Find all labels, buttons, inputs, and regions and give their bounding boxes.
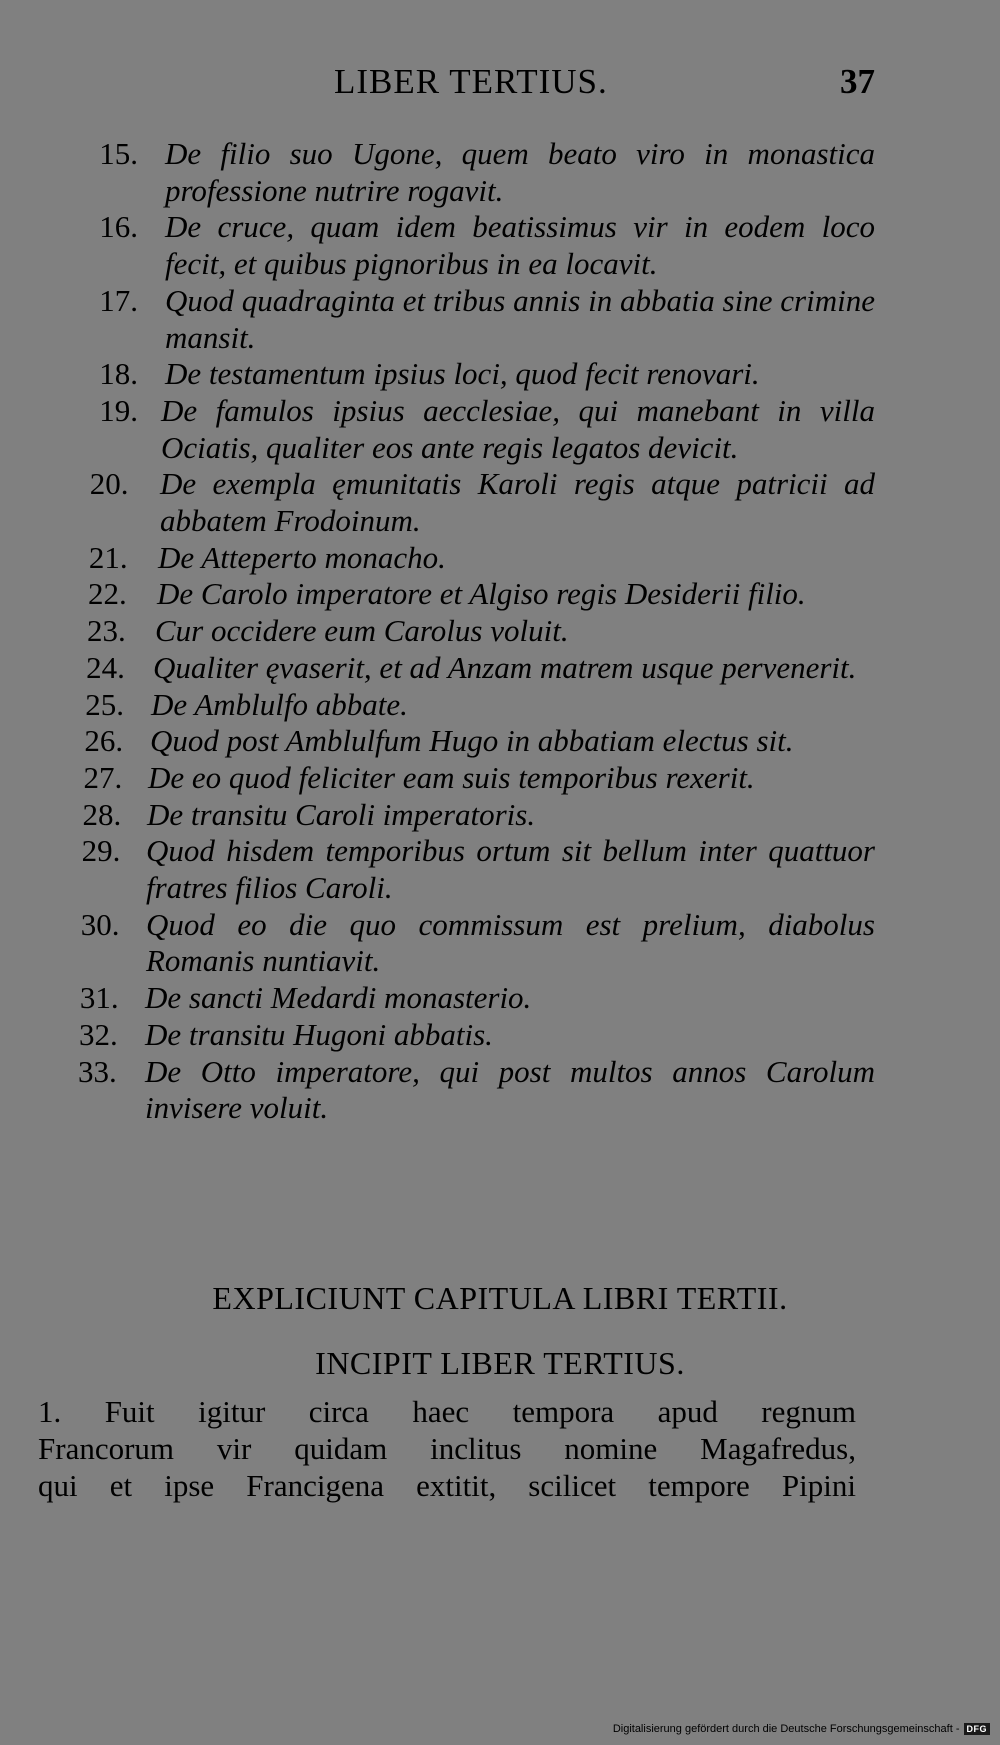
chapter-item <box>0 576 1000 613</box>
chapter-item <box>0 833 1000 906</box>
chapter-item <box>0 687 1000 724</box>
chapter-text: De exempla ęmunitatis Karoli regis atque patricii ad abbatem Frodoinum. <box>160 466 875 539</box>
chapter-item <box>0 1054 1000 1127</box>
page-number: 37 <box>840 62 875 101</box>
dfg-logo: DFG <box>964 1723 991 1735</box>
body-line: qui et ipse Francigena extitit, scilicet tempore Pipini <box>38 1468 856 1503</box>
body-line: Francorum vir quidam inclitus nomine Magafredus, <box>38 1431 856 1466</box>
chapter-item <box>0 540 1000 577</box>
chapter-text: De cruce, quam idem beatissimus vir in eodem loco fecit, et quibus pignoribus in ea locavit. <box>165 209 875 282</box>
chapter-item <box>0 650 1000 687</box>
chapter-number: 29. <box>81 833 121 869</box>
chapter-number: 27. <box>83 759 123 795</box>
chapter-item <box>0 613 1000 650</box>
running-title: LIBER TERTIUS. <box>334 62 608 101</box>
credit-text: Digitalisierung gefördert durch die Deutsche Forschungsgemeinschaft - <box>612 1723 960 1735</box>
chapter-item <box>0 980 1000 1017</box>
chapter-number: 18. <box>99 356 138 392</box>
chapter-text: Qualiter ęvaserit, et ad Anzam matrem usque pervenerit. <box>153 649 857 685</box>
chapter-number: 21. <box>88 539 128 575</box>
chapter-number: 19. <box>99 392 138 428</box>
chapter-list <box>0 136 1000 1127</box>
chapter-item <box>0 466 1000 539</box>
chapter-text: De sancti Medardi monasterio. <box>145 980 532 1016</box>
chapter-item <box>0 283 1000 356</box>
body-line: 1. Fuit igitur circa haec tempora apud regnum <box>38 1394 856 1429</box>
chapter-text: Quod quadraginta et tribus annis in abbatia sine crimine mansit. <box>165 282 875 355</box>
chapter-number: 15. <box>99 136 138 171</box>
chapter-number: 33. <box>78 1053 117 1089</box>
chapter-number: 24. <box>86 649 125 685</box>
chapter-item <box>0 723 1000 760</box>
chapter-item <box>0 209 1000 282</box>
chapter-text: Cur occidere eum Carolus voluit. <box>155 613 569 649</box>
chapter-number: 25. <box>85 686 124 722</box>
chapter-text: De Otto imperatore, qui post multos annos Carolum invisere voluit. <box>145 1053 875 1126</box>
chapter-text: Quod post Amblulfum Hugo in abbatiam electus sit. <box>150 723 794 759</box>
chapter-text: Quod eo die quo commissum est prelium, diabolus Romanis nuntiavit. <box>146 906 875 979</box>
chapter-text: Quod hisdem temporibus ortum sit bellum inter quattuor fratres filios Caroli. <box>146 833 875 906</box>
chapter-item <box>0 1017 1000 1054</box>
chapter-item <box>0 797 1000 834</box>
chapter-text: De transitu Hugoni abbatis. <box>145 1016 493 1052</box>
chapter-text: De Atteperto monacho. <box>158 539 446 575</box>
chapter-item <box>0 760 1000 797</box>
running-head <box>0 62 1000 112</box>
chapter-number: 20. <box>89 466 129 502</box>
incipit-heading: INCIPIT LIBER TERTIUS. <box>315 1345 685 1381</box>
chapter-number: 28. <box>82 796 122 832</box>
chapter-number: 23. <box>87 613 126 649</box>
chapter-text: De transitu Caroli imperatoris. <box>147 796 536 832</box>
chapter-text: De testamentum ipsius loci, quod fecit renovari. <box>165 356 760 392</box>
chapter-item <box>0 356 1000 393</box>
chapter-text: De filio suo Ugone, quem beato viro in monastica professione nutrire rogavit. <box>165 136 875 208</box>
chapter-text: De famulos ipsius aecclesiae, qui manebant in villa Ociatis, qualiter eos ante regis legatos devicit. <box>161 392 875 465</box>
chapter-number: 30. <box>80 906 120 942</box>
body-paragraph <box>38 1393 856 1504</box>
chapter-number: 17. <box>99 282 138 318</box>
chapter-text: De Carolo imperatore et Algiso regis Desiderii filio. <box>157 576 806 612</box>
chapter-number: 32. <box>78 1016 118 1052</box>
chapter-number: 31. <box>79 980 119 1016</box>
chapter-item <box>0 136 1000 209</box>
chapter-text: De Amblulfo abbate. <box>151 686 408 722</box>
chapter-item <box>0 907 1000 980</box>
chapter-number: 16. <box>99 209 138 245</box>
chapter-number: 22. <box>87 576 127 612</box>
digitization-credit <box>613 1723 990 1735</box>
chapter-number: 26. <box>84 723 124 759</box>
explicit-heading: EXPLICIUNT CAPITULA LIBRI TERTII. <box>212 1280 788 1316</box>
chapter-text: De eo quod feliciter eam suis temporibus rexerit. <box>148 759 755 795</box>
chapter-item <box>0 393 1000 466</box>
